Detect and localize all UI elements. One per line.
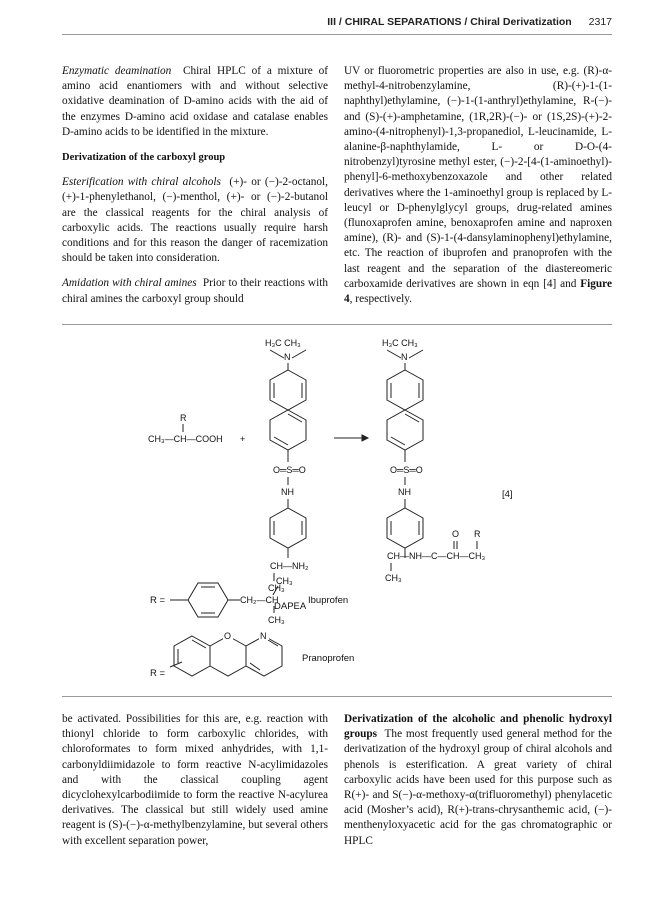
ibuprofen-label: Ibuprofen <box>308 595 349 606</box>
phenyl-ring-left <box>270 508 306 548</box>
nh-right: NH <box>398 487 411 497</box>
scheme-bottom-rule <box>62 696 612 697</box>
nh-left: NH <box>281 487 294 497</box>
run-in-title: Esterification with chiral alcohols <box>62 176 221 189</box>
reaction-scheme-drawing <box>62 332 612 697</box>
nme2-label-right: H₃C CH₃ <box>382 338 418 348</box>
run-in-heading: Derivatization of the alcoholic and phenolic hydroxyl groups <box>344 713 612 741</box>
paragraph-amine-reagents <box>344 64 612 307</box>
plus-sign: + <box>240 434 246 444</box>
paragraph-text: Prior to their reactions with chiral amines the carboxyl group should <box>62 277 328 305</box>
naphthalene-ring-left <box>270 370 306 450</box>
paragraph-text: UV or fluorometric properties are also in use, e.g. (R)-α-methyl-4-nitrobenzylamine, (R)-(+)-1-(1-naphthyl)ethylamine, (−)-1-(1-anthryl)ethylamine, R-(−)- and (S)-(+)-amphetamine, (1R,2R)-(−)- or (1S,2S)-(+)-2-amino-(4-nitrophenyl)-1,3-propanediol, L-leucinamide, L-alanine-β-naphthylamide, L- or D-O-(4-nitrobenzyl)tyrosine methyl ester, (−)-2-[4-(1-aminoethyl)-phenyl]-6-methoxybenzoxazole and other related derivatives where the 1-aminoethyl group is replaced by L-leucyl or D-phenylglycyl groups, drug-related amines (flunoxaprofen amine, benoxaprofen amine and naproxen amine), (R)- and (S)-1-(4-dansylaminophenyl)ethylamine, etc. The reaction of ibuprofen and pranoprofen with the last reagent and the separation of the diastereomeric carboxamide derivatives are shown in eqn [4] and <box>344 65 612 290</box>
scheme-top-rule <box>62 324 612 325</box>
paragraph-text: Chiral HPLC of a mixture of amino acid enantiomers with and without selective oxidative deamination of D-amino acids with the aid of the enzymes D-amino acid oxidase and catalase enables D-amino acids to be identified in the mixture. <box>62 65 328 138</box>
pranoprofen-ring-system <box>174 636 282 676</box>
r-label-pranoprofen: R = <box>150 668 166 679</box>
ch3-left: CH₃ <box>268 583 285 593</box>
pranoprofen-n: N <box>260 631 267 641</box>
reaction-arrow <box>334 435 368 441</box>
ch3-right: CH₃ <box>385 573 402 583</box>
run-in-title: Enzymatic deamination <box>62 65 172 77</box>
paragraph-hydroxyl <box>344 712 612 849</box>
figure-reference[interactable]: Figure 4 <box>344 277 612 306</box>
carbonyl-o: O <box>452 529 460 539</box>
pranoprofen-o: O <box>224 631 232 641</box>
r-label-ibuprofen: R = <box>150 595 166 606</box>
so2-right: O═S═O <box>390 465 423 475</box>
paragraph-enzymatic-deamination <box>62 64 328 140</box>
ibuprofen-phenyl-ring <box>188 583 228 617</box>
phenyl-ring-right <box>387 508 423 548</box>
paragraph-amidation <box>62 276 328 306</box>
naphthalene-ring-right <box>387 370 423 450</box>
ch-nh2: CH—NH₂ <box>270 561 309 571</box>
r-substituent-acid: R <box>180 413 187 423</box>
equation-number: [4] <box>502 489 513 500</box>
paragraph-esterification <box>62 175 328 266</box>
left-column-top <box>62 64 328 317</box>
running-title: III / CHIRAL SEPARATIONS / Chiral Derivatization <box>327 16 572 28</box>
page-number: 2317 <box>588 16 612 28</box>
paragraph-text: (+)- or (−)-2-octanol, (+)-1-phenylethanol, (−)-menthol, (+)- or (−)-2-butanol are the classical reagents for the chiral analysis of carboxylic acids. The reactions usually require harsh conditions and for this reason the danger of racemization should be taken into consideration. <box>62 176 328 265</box>
paragraph-activation: be activated. Possibilities for this are, e.g. reaction with thionyl chloride to form carboxylic chlorides, with chloroformates to form mixed anhydrides, with 1,1-carbonyldiimidazole to form reactive N-acylimidazoles and with the classical coupling agent dicyclohexylcarbodiimide to form the reactive N-acylurea derivatives. The classical but still widely used amine reagent is (S)-(−)-α-methylbenzylamine, but several others with excellent separation power, <box>62 713 328 847</box>
acid-formula: CH₃—CH—COOH <box>148 434 223 444</box>
n-label-right: N <box>401 352 408 362</box>
run-in-title: Amidation with chiral amines <box>62 277 197 290</box>
left-column-bottom <box>62 712 328 859</box>
header-rule <box>62 34 612 35</box>
dapea-label: DAPEA <box>274 601 307 612</box>
ibuprofen-chain: CH₂—CH <box>240 595 279 605</box>
right-column-top <box>344 64 612 317</box>
so2-left: O═S═O <box>273 465 306 475</box>
running-header <box>62 16 612 34</box>
section-subheading: Derivatization of the carboxyl group <box>62 152 226 164</box>
right-column-bottom <box>344 712 612 859</box>
n-label-left: N <box>284 352 291 362</box>
reaction-scheme <box>62 332 612 697</box>
paragraph-text-end: , respectively. <box>349 293 412 306</box>
amide-chain: CH—NH—C—CH—CH₃ <box>387 551 486 561</box>
paragraph-text: The most frequently used general method for the derivatization of the hydroxyl group of chiral alcohols and phenols is esterification. A great variety of chiral carboxylic acids have been used for this purpose such as R(+)- and S(−)-α-methoxy-α(trifluoromethyl) phenylacetic acid (Mosher’s acid), R(+)-trans-chrysanthemic acid, (−)-menthenyloxyacetic acid for the gas chromatographic or HPLC <box>344 728 612 847</box>
r-substituent-product: R <box>474 529 481 539</box>
ibuprofen-ch3-bottom: CH₃ <box>268 615 285 625</box>
nme2-label-left: H₃C CH₃ <box>265 338 301 348</box>
ibuprofen-ch3-top: CH₃ <box>276 576 293 586</box>
pranoprofen-label: Pranoprofen <box>302 653 355 664</box>
